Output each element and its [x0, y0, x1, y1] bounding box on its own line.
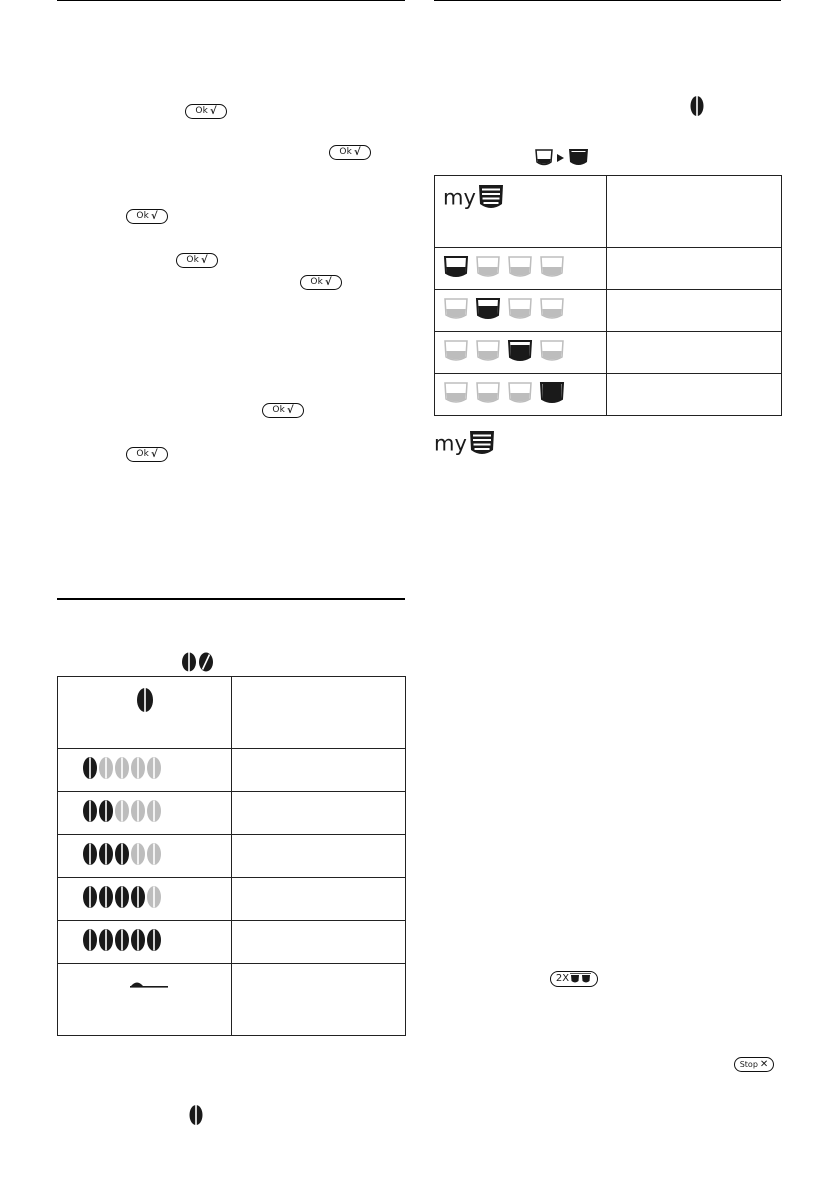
bean-filled-icon: [99, 886, 113, 908]
check-icon: √: [210, 105, 217, 117]
cup-selected-icon: [445, 257, 467, 276]
ok-button[interactable]: [126, 447, 168, 462]
cup-row-2: [435, 290, 782, 332]
coffee-bean-pair-icon: [181, 652, 217, 672]
strength-header-icon-cell: [58, 677, 232, 749]
cup-header-row: [435, 176, 782, 248]
check-icon: √: [325, 276, 332, 288]
scoop-icon: [129, 978, 169, 992]
bean-empty-icon: [147, 757, 161, 779]
ok-button[interactable]: [126, 209, 168, 224]
cup-levels-4: [443, 381, 573, 405]
ok-button[interactable]: [185, 104, 227, 119]
ok-label: Ok: [195, 106, 209, 116]
strength-header-row: [58, 677, 406, 749]
bean-filled-icon: [83, 843, 97, 865]
stop-label: Stop: [739, 1059, 758, 1069]
cup-size-increase-icon: [534, 148, 590, 168]
strength-row-5: [58, 921, 406, 964]
top-rule-right: [434, 0, 781, 1]
strength-header-desc-cell: [232, 677, 406, 749]
cup-unselected-icon: [445, 341, 467, 360]
ok-button[interactable]: [300, 275, 342, 290]
bean-empty-icon: [147, 843, 161, 865]
strength-row-4: [58, 878, 406, 921]
cup-unselected-icon: [477, 341, 499, 360]
double-cup-icon: [570, 973, 592, 985]
bean-empty-icon: [147, 800, 161, 822]
strength-beans-2: [82, 799, 182, 823]
bean-empty-icon: [99, 757, 113, 779]
coffee-bean-icon: [188, 1104, 204, 1126]
ok-button[interactable]: [329, 145, 371, 160]
cup-unselected-icon: [541, 257, 563, 276]
cup-unselected-icon: [541, 341, 563, 360]
cup-size-table: [434, 175, 782, 416]
twox-label: 2X: [555, 973, 570, 984]
ok-label: Ok: [339, 147, 353, 157]
bean-empty-icon: [115, 757, 129, 779]
bean-empty-icon: [115, 800, 129, 822]
bean-filled-icon: [83, 757, 97, 779]
bean-filled-icon: [83, 929, 97, 951]
stop-x-icon: ✕: [759, 1058, 769, 1070]
top-rule-left: [57, 0, 405, 1]
cup-unselected-icon: [509, 299, 531, 318]
check-icon: √: [151, 448, 158, 460]
cup-levels-1: [443, 255, 573, 279]
cup-unselected-icon: [509, 383, 531, 402]
my-cup-header-cell: [435, 176, 607, 248]
cup-levels-2: [443, 297, 573, 321]
check-icon: √: [354, 146, 361, 158]
section-divider: [57, 598, 405, 600]
ok-label: Ok: [136, 211, 150, 221]
bean-filled-icon: [99, 929, 113, 951]
bean-empty-icon: [147, 886, 161, 908]
bean-filled-icon: [115, 843, 129, 865]
ok-label: Ok: [136, 449, 150, 459]
strength-beans-4: [82, 885, 182, 909]
bean-filled-icon: [99, 800, 113, 822]
cup-row-4: [435, 374, 782, 416]
cup-unselected-icon: [541, 299, 563, 318]
strength-row-3: [58, 835, 406, 878]
ok-label: Ok: [186, 255, 200, 265]
ok-button[interactable]: [262, 403, 304, 418]
bean-filled-icon: [99, 843, 113, 865]
my-cup-label: [434, 430, 496, 458]
bean-filled-icon: [83, 886, 97, 908]
check-icon: √: [151, 210, 158, 222]
strength-beans-3: [82, 842, 182, 866]
strength-beans-5: [82, 928, 182, 952]
my-label: my: [434, 431, 467, 456]
bean-filled-icon: [147, 929, 161, 951]
cup-row-1: [435, 248, 782, 290]
cup-unselected-icon: [445, 299, 467, 318]
coffee-bean-icon: [135, 687, 155, 713]
ok-button[interactable]: [176, 253, 218, 268]
bean-filled-icon: [115, 886, 129, 908]
bean-empty-icon: [131, 843, 145, 865]
cup-unselected-icon: [509, 257, 531, 276]
cup-row-3: [435, 332, 782, 374]
stop-button[interactable]: [734, 1057, 774, 1072]
bean-filled-icon: [131, 886, 145, 908]
double-cup-button[interactable]: [550, 971, 598, 987]
bean-empty-icon: [131, 800, 145, 822]
ok-label: Ok: [310, 277, 324, 287]
strength-row-2: [58, 792, 406, 835]
cup-selected-icon: [477, 299, 499, 318]
strength-row-1: [58, 749, 406, 792]
cup-selected-icon: [541, 383, 563, 402]
bean-filled-icon: [131, 929, 145, 951]
strength-row-ground: [58, 964, 406, 1036]
check-icon: √: [287, 404, 294, 416]
my-cup-icon: [468, 430, 496, 458]
my-label: my: [443, 185, 476, 210]
cup-levels-3: [443, 339, 573, 363]
coffee-bean-icon: [689, 95, 705, 117]
cup-unselected-icon: [477, 257, 499, 276]
bean-filled-icon: [115, 929, 129, 951]
bean-empty-icon: [131, 757, 145, 779]
check-icon: √: [201, 254, 208, 266]
cup-unselected-icon: [445, 383, 467, 402]
ok-label: Ok: [272, 405, 286, 415]
strength-table: [57, 676, 406, 1036]
cup-selected-icon: [509, 341, 531, 360]
cup-unselected-icon: [477, 383, 499, 402]
strength-beans-1: [82, 756, 182, 780]
bean-filled-icon: [83, 800, 97, 822]
my-cup-icon: [477, 184, 505, 212]
